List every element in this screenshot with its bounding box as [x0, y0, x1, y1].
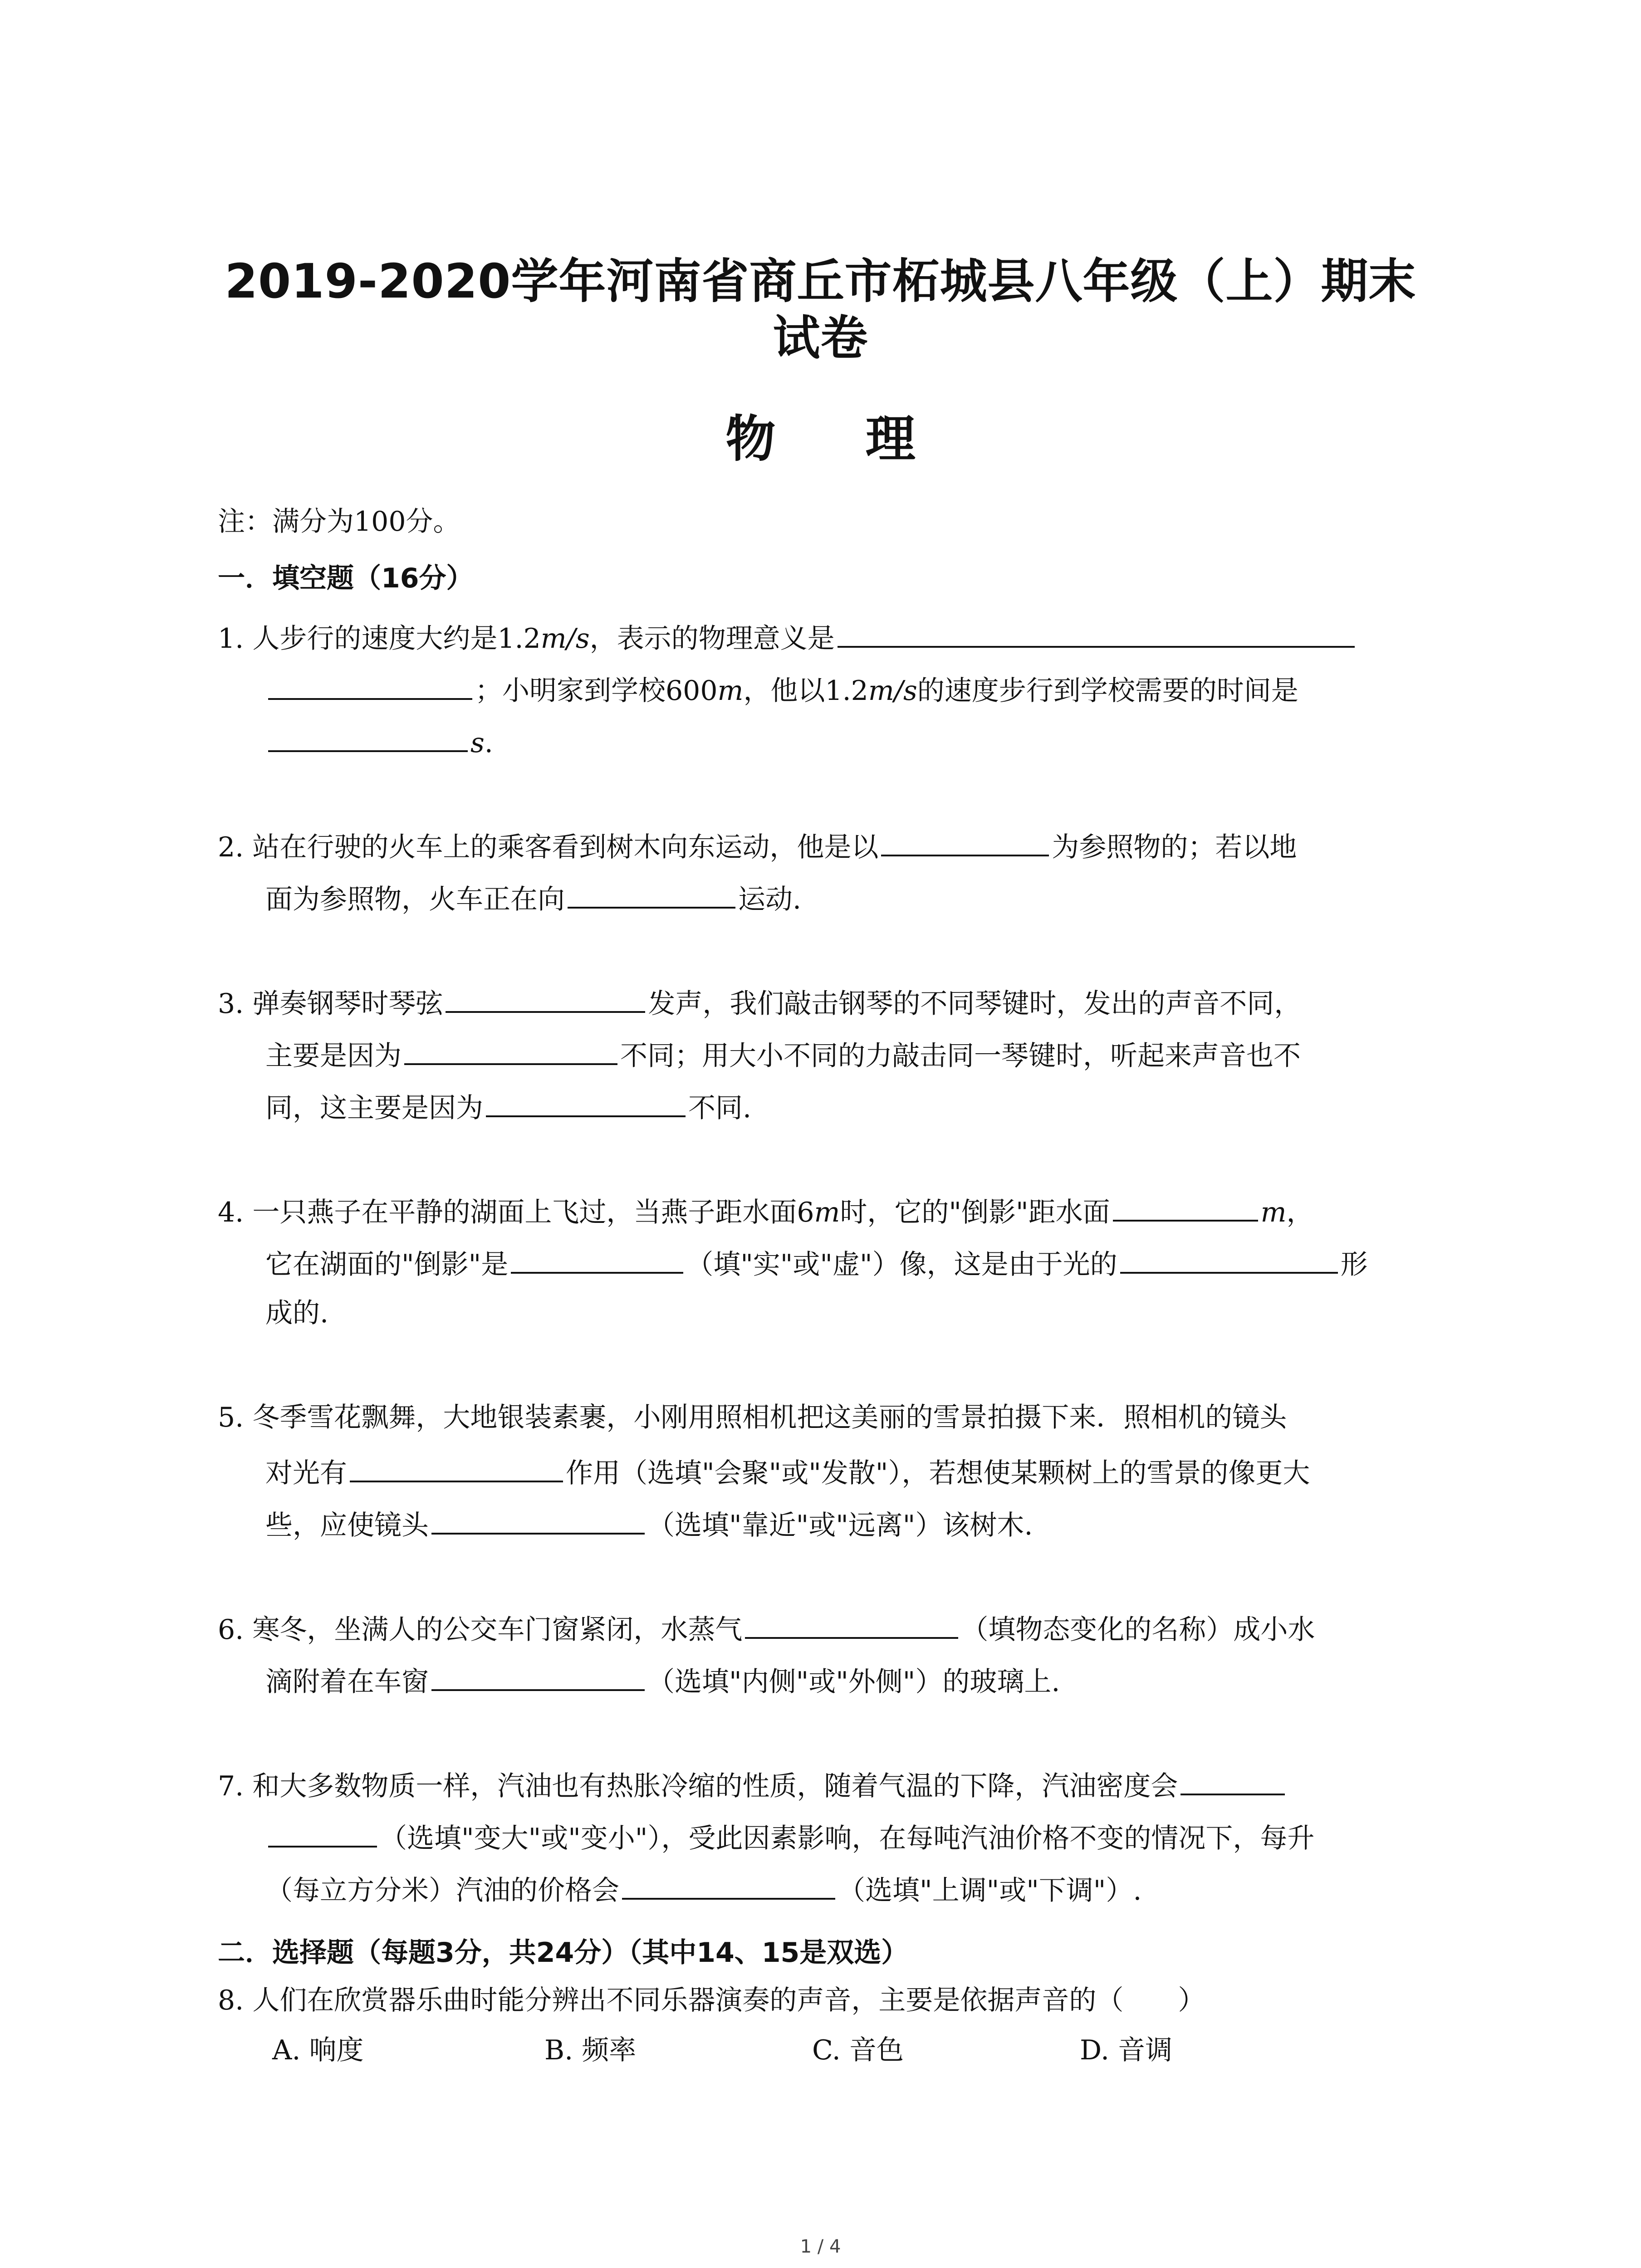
question-text: （填"实"或"虚"）像，这是由于光的	[686, 1249, 1117, 1281]
question-text: 滴附着在车窗	[265, 1666, 429, 1698]
unit: s	[470, 727, 485, 759]
question-text: 主要是因为	[265, 1040, 402, 1072]
question-number: 3.	[218, 988, 244, 1020]
page-title-continued: 试卷	[773, 310, 868, 366]
question-text: 同，这主要是因为	[265, 1092, 483, 1124]
question-text: （填物态变化的名称）成小水	[961, 1614, 1315, 1646]
question-text: （选填"变大"或"变小"），受此因素影响，在每吨汽油价格不变的情况下，每升	[380, 1823, 1315, 1854]
answer-blank[interactable]	[622, 1869, 835, 1900]
answer-blank[interactable]	[446, 982, 645, 1013]
question-text: 人步行的速度大约是1.2	[252, 623, 541, 655]
section-choice-heading: 二．选择题（每题3分，共24分）（其中14、15是双选）	[218, 1937, 909, 1969]
answer-blank[interactable]	[431, 1660, 645, 1691]
question-text: （选填"上调"或"下调"）.	[838, 1875, 1142, 1906]
question-text: 不同；用大小不同的力敲击同一琴键时，听起来声音也不	[620, 1040, 1301, 1072]
question-text: 些，应使镜头	[265, 1510, 429, 1541]
question-text: 冬季雪花飘舞，大地银装素裹，小刚用照相机把这美丽的雪景拍摄下来．照相机的镜头	[252, 1402, 1287, 1433]
question-number: 7.	[218, 1770, 244, 1802]
answer-blank[interactable]	[404, 1034, 617, 1065]
question-text: ，表示的物理意义是	[589, 623, 835, 655]
question-text: 形	[1340, 1249, 1368, 1281]
option-a[interactable]: A. 响度	[272, 2034, 364, 2066]
question-text: ，他以1.2	[743, 675, 868, 707]
question-text: （选填"靠近"或"远离"）该树木.	[647, 1510, 1033, 1541]
question-number: 5.	[218, 1402, 244, 1433]
answer-blank[interactable]	[1181, 1765, 1285, 1795]
answer-blank[interactable]	[1113, 1191, 1258, 1222]
unit: m	[717, 675, 744, 707]
option-c[interactable]: C. 音色	[812, 2034, 904, 2066]
question-text: 寒冬，坐满人的公交车门窗紧闭，水蒸气	[252, 1614, 743, 1646]
question-text: 面为参照物，火车正在向	[265, 884, 565, 915]
question-text: 作用（选填"会聚"或"发散"），若想使某颗树上的雪景的像更大	[566, 1457, 1310, 1489]
answer-blank[interactable]	[881, 826, 1049, 856]
question-text: ，	[1286, 1197, 1314, 1228]
question-text: （选填"内侧"或"外侧"）的玻璃上.	[647, 1666, 1060, 1698]
question-number: 2.	[218, 831, 244, 863]
question-text: 人们在欣赏器乐曲时能分辨出不同乐器演奏的声音，主要是依据声音的（ ）	[252, 1984, 1205, 2016]
answer-blank[interactable]	[431, 1504, 645, 1535]
score-note: 注：满分为100分。	[218, 506, 460, 538]
answer-blank[interactable]	[838, 617, 1355, 648]
question-number: 1.	[218, 623, 244, 655]
answer-blank[interactable]	[268, 721, 468, 752]
question-text: 不同.	[688, 1092, 752, 1124]
section-fill-in-heading: 一．填空题（16分）	[218, 562, 474, 594]
unit: m	[814, 1197, 840, 1228]
question-text: 一只燕子在平静的湖面上飞过，当燕子距水面6	[252, 1197, 814, 1228]
subject-heading: 物 理	[725, 410, 952, 468]
question-number: 6.	[218, 1614, 244, 1646]
question-text: 对光有	[265, 1457, 347, 1489]
answer-blank[interactable]	[350, 1452, 563, 1482]
page-number: 1 / 4	[800, 2236, 841, 2257]
question-text: 发声，我们敲击钢琴的不同琴键时，发出的声音不同，	[648, 988, 1302, 1020]
question-number: 8.	[218, 1984, 244, 2016]
answer-blank[interactable]	[745, 1608, 958, 1639]
unit: m/s	[868, 675, 917, 707]
option-b[interactable]: B. 频率	[544, 2034, 637, 2066]
answer-blank[interactable]	[568, 878, 735, 909]
question-text: 成的.	[265, 1297, 329, 1329]
page-title: 2019-2020学年河南省商丘市柘城县八年级（上）期末	[225, 254, 1416, 309]
question-text: 和大多数物质一样，汽油也有热胀冷缩的性质，随着气温的下降，汽油密度会	[252, 1770, 1178, 1802]
question-text: 为参照物的；若以地	[1052, 831, 1297, 863]
question-text: （每立方分米）汽油的价格会	[265, 1875, 619, 1906]
question-text: 的速度步行到学校需要的时间是	[917, 675, 1298, 707]
question-text: 时，它的"倒影"距水面	[840, 1197, 1110, 1228]
question-text: 弹奏钢琴时琴弦	[252, 988, 443, 1020]
answer-blank[interactable]	[511, 1243, 683, 1274]
question-text: ；小明家到学校600	[475, 675, 718, 707]
option-d[interactable]: D. 音调	[1080, 2034, 1173, 2066]
answer-blank[interactable]	[268, 669, 472, 700]
answer-blank[interactable]	[268, 1817, 377, 1848]
unit: m/s	[540, 623, 590, 655]
answer-blank[interactable]	[1120, 1243, 1338, 1274]
question-text: .	[484, 727, 493, 759]
question-text: 运动.	[738, 884, 802, 915]
question-text: 站在行驶的火车上的乘客看到树木向东运动，他是以	[252, 831, 879, 863]
question-text: 它在湖面的"倒影"是	[265, 1249, 509, 1281]
unit: m	[1260, 1197, 1287, 1228]
question-number: 4.	[218, 1197, 244, 1228]
answer-blank[interactable]	[486, 1086, 686, 1117]
